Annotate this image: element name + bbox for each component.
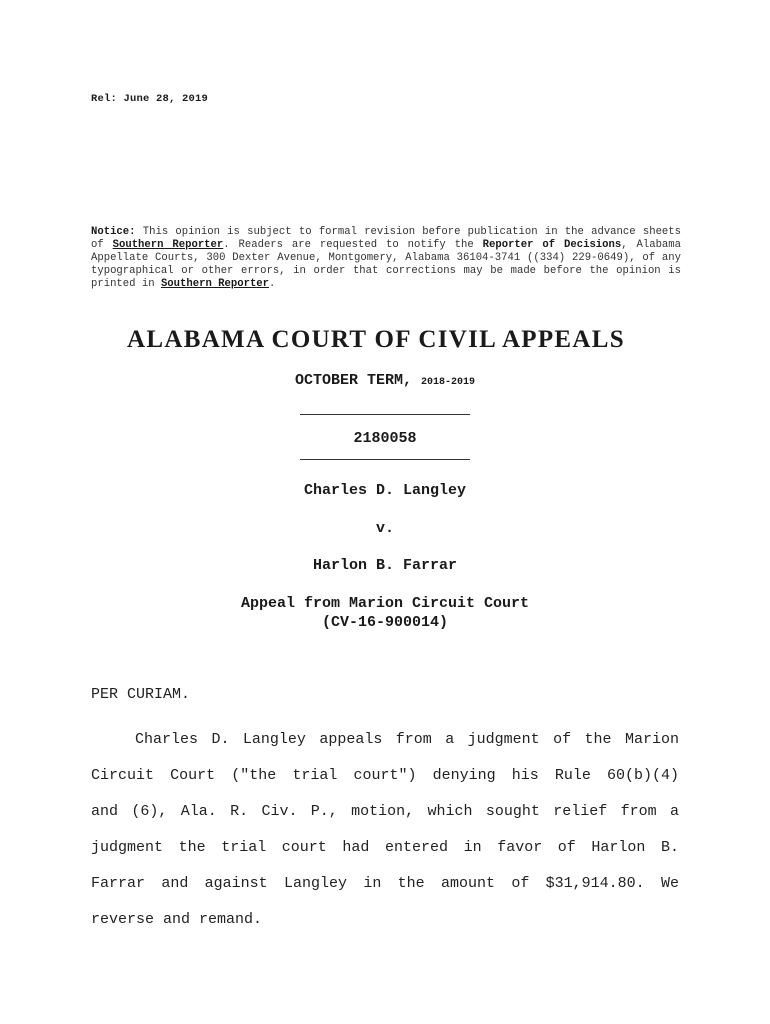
divider-top [300, 414, 470, 415]
term-years: 2018-2019 [421, 377, 476, 388]
paragraph-line: Circuit Court ("the trial court") denying his Rule 60(b)(4) [91, 767, 679, 784]
per-curiam: PER CURIAM. [91, 686, 191, 703]
term-line [0, 372, 770, 389]
notice-label: Notice: [91, 226, 136, 238]
notice-text-4: . [269, 277, 276, 290]
appellee-name: Harlon B. Farrar [312, 557, 458, 574]
notice-text-2: . Readers are requested to notify the [223, 238, 483, 251]
docket-number: 2180058 [353, 430, 417, 447]
paragraph-line: Charles D. Langley appeals from a judgment of the Marion [135, 731, 679, 748]
southern-reporter-ref-1: Southern Reporter [112, 238, 224, 251]
paragraph-line: Farrar and against Langley in the amount of $31,914.80. We [91, 875, 679, 892]
case-number: (CV-16-900014) [321, 614, 449, 631]
notice-text-3: , Alabama Appellate Courts, 300 Dexter Avenue, Montgomery, Alabama 36104-3741 ((334) 229-0649), of any typographical or other errors, in order that corrections may be made before the opinion is printed in [91, 238, 681, 290]
divider-bottom [300, 459, 470, 460]
court-title: ALABAMA COURT OF CIVIL APPEALS [127, 326, 625, 353]
reporter-of-decisions: Reporter of Decisions [482, 238, 622, 251]
opinion-paragraph [91, 722, 679, 938]
paragraph-line: reverse and remand. [91, 911, 263, 928]
paragraph-line: judgment the trial court had entered in favor of Harlon B. [91, 839, 679, 856]
notice-paragraph [91, 226, 681, 291]
versus: v. [375, 520, 394, 537]
appeal-from-line: Appeal from Marion Circuit Court [240, 595, 530, 612]
appellant-name: Charles D. Langley [303, 482, 467, 499]
paragraph-line: and (6), Ala. R. Civ. P., motion, which sought relief from a [91, 803, 679, 820]
notice-text-1: This opinion is subject to formal revision before publication in the advance sheets of [91, 226, 681, 251]
release-date: Rel: June 28, 2019 [91, 93, 209, 105]
southern-reporter-ref-2: Southern Reporter [160, 277, 270, 290]
term-label: OCTOBER TERM, [294, 372, 412, 389]
